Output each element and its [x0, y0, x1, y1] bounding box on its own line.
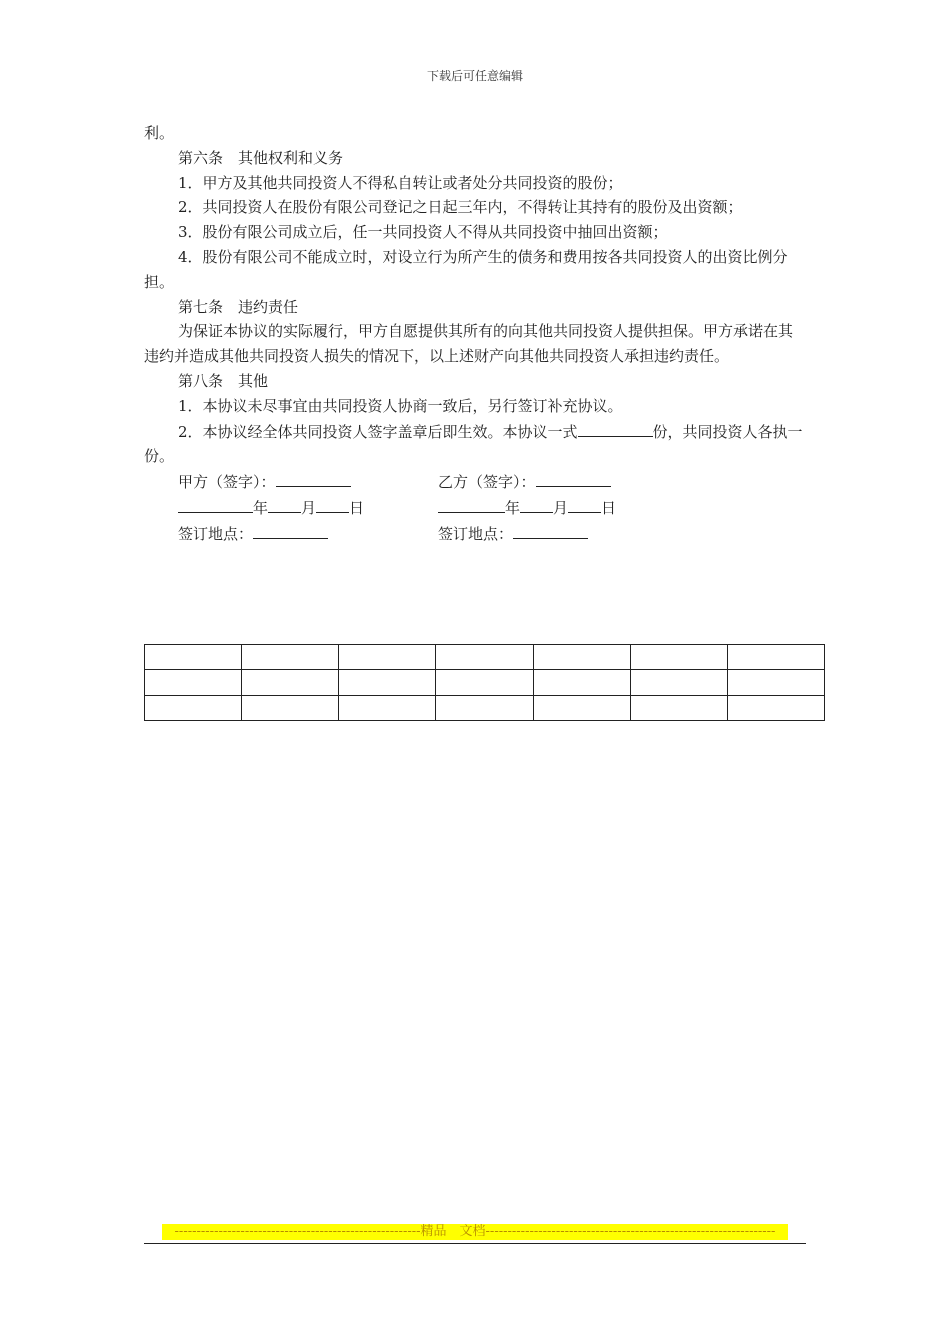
table-cell [630, 695, 727, 720]
article-8-item-2-part-b: 份，共同投资人各执一份。 [144, 422, 803, 466]
article-6-title: 第六条 其他权利和义务 [178, 148, 344, 167]
party-b-month-label: 月 [553, 498, 569, 517]
party-a-day-blank [316, 495, 349, 513]
table-cell [145, 670, 242, 695]
article-6-item-2: 2．共同投资人在股份有限公司登记之日起三年内，不得转让其持有的股份及出资额； [178, 198, 743, 217]
table-cell [727, 695, 824, 720]
party-a-year-blank [178, 495, 253, 513]
date-row [144, 495, 806, 521]
page-header: 下载后可任意编辑 [426, 69, 523, 83]
party-b-place-blank [513, 521, 588, 539]
party-b-signature-blank [536, 469, 611, 487]
footer-label: 精品 文档 [420, 1224, 486, 1239]
footer-dashes-right: ------------------------------------------------------------------ [485, 1224, 776, 1239]
party-a-place-label: 签订地点： [178, 524, 254, 543]
party-a-label: 甲方（签字）： [178, 473, 276, 492]
table-row [145, 695, 825, 720]
table-cell [630, 670, 727, 695]
table-cell [339, 645, 436, 670]
table-row [145, 670, 825, 695]
table-cell [242, 670, 339, 695]
copies-blank [578, 419, 653, 437]
table-cell [145, 645, 242, 670]
table-cell [339, 670, 436, 695]
footer-dashes-left: -------------------------------------------------------- [174, 1224, 421, 1239]
party-b-year-label: 年 [505, 498, 521, 517]
table-cell [727, 645, 824, 670]
table-cell [533, 670, 630, 695]
table-cell [436, 670, 533, 695]
article-6-item-1: 1．甲方及其他共同投资人不得私自转让或者处分共同投资的股份； [178, 173, 623, 192]
party-b-place-label: 签订地点： [438, 524, 514, 543]
footer-rule [144, 1243, 806, 1244]
party-a-month-blank [268, 495, 301, 513]
table-cell [242, 645, 339, 670]
article-6-item-4: 4．股份有限公司不能成立时，对设立行为所产生的债务和费用按各共同投资人的出资比例分担。 [144, 247, 788, 291]
table-cell [436, 695, 533, 720]
party-a-place-blank [253, 521, 328, 539]
party-b-day-blank [568, 495, 601, 513]
article-8-item-1: 1．本协议未尽事宜由共同投资人协商一致后，另行签订补充协议。 [178, 396, 623, 415]
table-cell [339, 695, 436, 720]
party-a-day-label: 日 [349, 498, 365, 517]
article-6-item-3: 3．股份有限公司成立后，任一共同投资人不得从共同投资中抽回出资额； [178, 223, 668, 242]
party-a-month-label: 月 [301, 498, 317, 517]
table-cell [727, 670, 824, 695]
table-cell [145, 695, 242, 720]
table-row [145, 645, 825, 670]
article-8-item-2-part-a: 2．本协议经全体共同投资人签字盖章后即生效。本协议一式 [178, 422, 578, 441]
empty-table [144, 644, 825, 721]
article-8-title: 第八条 其他 [178, 371, 269, 390]
footer-banner [162, 1224, 788, 1240]
table-cell [533, 695, 630, 720]
document-body [144, 121, 806, 547]
article-7-title: 第七条 违约责任 [178, 297, 299, 316]
article-8-item-2 [144, 419, 806, 470]
party-a-year-label: 年 [253, 498, 269, 517]
article-7-text: 为保证本协议的实际履行，甲方自愿提供其所有的向其他共同投资人提供担保。甲方承诺在其违约并造成其他共同投资人损失的情况下，以上述财产向其他共同投资人承担违约责任。 [144, 322, 794, 366]
table-cell [242, 695, 339, 720]
party-b-year-blank [438, 495, 505, 513]
signature-row [144, 469, 806, 495]
table-cell [533, 645, 630, 670]
table-cell [630, 645, 727, 670]
place-row [144, 521, 806, 547]
party-b-month-blank [520, 495, 553, 513]
party-a-signature-blank [276, 469, 351, 487]
party-b-day-label: 日 [601, 498, 617, 517]
party-b-label: 乙方（签字）： [438, 473, 536, 492]
table-cell [436, 645, 533, 670]
paragraph-continuation: 利。 [144, 124, 175, 142]
